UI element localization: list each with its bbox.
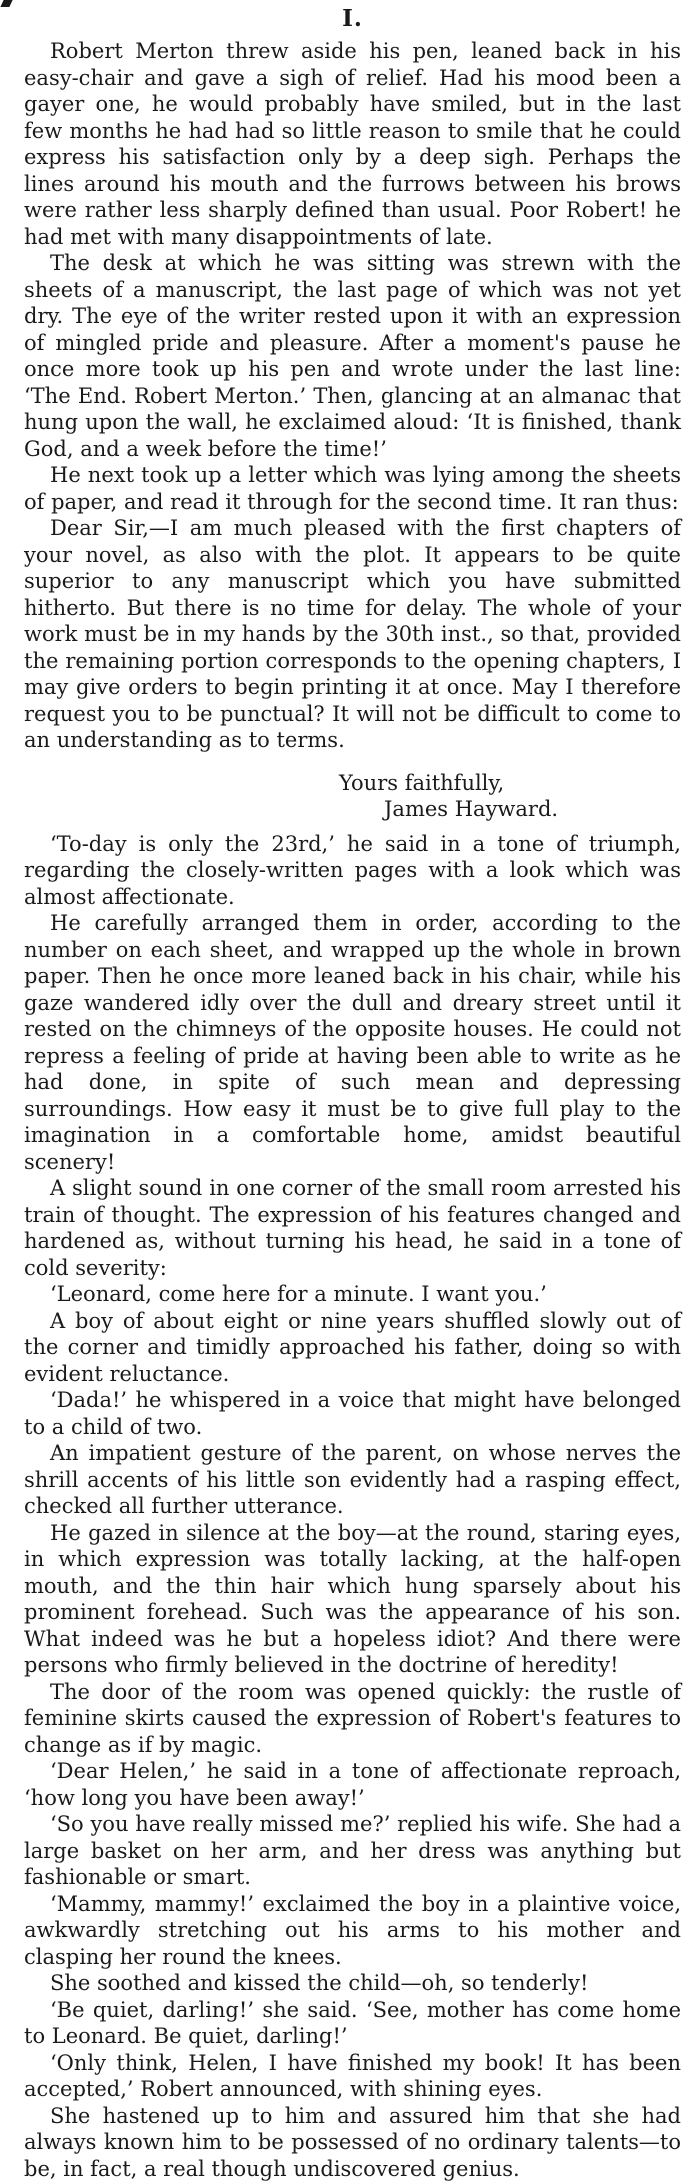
paragraph-10: ‘Dada!’ he whispered in a voice that might have belonged to a child of two. [24,1387,681,1440]
letter-signature: James Hayward. [24,796,681,823]
paragraph-20: She hastened up to him and assured him that she had always known him to be possessed of no ordinary talents—to be, in fact, a real though undiscovered genius. [24,2103,681,2182]
printer-mark [0,0,12,7]
paragraph-16: ‘Mammy, mammy!’ exclaimed the boy in a plaintive voice, awkwardly stretching out his arms to his mother and clasping her round the knees. [24,1891,681,1971]
paragraph-3: He next took up a letter which was lying among the sheets of paper, and read it through for the second time. It ran thus: [24,462,681,515]
letter-closing: Yours faithfully, [24,770,681,797]
paragraph-17: She soothed and kissed the child—oh, so tenderly! [24,1970,681,1997]
paragraph-13: The door of the room was opened quickly: the rustle of feminine skirts caused the expression of Robert's features to change as if by magic. [24,1679,681,1759]
paragraph-1: Robert Merton threw aside his pen, leaned back in his easy-chair and gave a sigh of relief. Had his mood been a gayer one, he would probably have smiled, but in the last few months he had had so little reason to smile that he could express his satisfaction only by a deep sigh. Perhaps the lines around his mouth and the furrows between his brows were rather less sharply defined than usual. Poor Robert! he had met with many disappointments of late. [24,38,681,250]
paragraph-14: ‘Dear Helen,’ he said in a tone of affectionate reproach, ‘how long you have been away!’ [24,1758,681,1811]
paragraph-7: A slight sound in one corner of the small room arrested his train of thought. The expression of his features changed and hardened as, without turning his head, he said in a tone of cold severity: [24,1175,681,1281]
paragraph-12: He gazed in silence at the boy—at the round, staring eyes, in which expression was totally lacking, at the half-open mouth, and the thin hair which hung sparsely about his prominent forehead. Such was the appearance of his son. What indeed was he but a hopeless idiot? And there were persons who firmly believed in the doctrine of heredity! [24,1520,681,1679]
chapter-heading: I. [24,4,681,34]
letter-body: Dear Sir,—I am much pleased with the first chapters of your novel, as also with the plot. It appears to be quite superior to any manuscript which you have submitted hitherto. But there is no time for delay. The whole of your work must be in my hands by the 30th inst., so that, provided the remaining portion corresponds to the opening chapters, I may give orders to begin printing it at once. May I therefore request you to be punctual? It will not be difficult to come to an understanding as to terms. [24,515,681,754]
paragraph-9: A boy of about eight or nine years shuffled slowly out of the corner and timidly approached his father, doing so with evident reluctance. [24,1308,681,1388]
paragraph-5: ‘To-day is only the 23rd,’ he said in a tone of triumph, regarding the closely-written pages with a look which was almost affectionate. [24,831,681,911]
paragraph-6: He carefully arranged them in order, according to the number on each sheet, and wrapped up the whole in brown paper. Then he once more leaned back in his chair, while his gaze wandered idly over the dull and dreary street until it rested on the chimneys of the opposite houses. He could not repress a feeling of pride at having been able to write as he had done, in spite of such mean and depressing surroundings. How easy it must be to give full play to the imagination in a comfortable home, amidst beautiful scenery! [24,910,681,1175]
paragraph-19: ‘Only think, Helen, I have finished my book! It has been accepted,’ Robert announced, with shining eyes. [24,2050,681,2103]
paragraph-2: The desk at which he was sitting was strewn with the sheets of a manuscript, the last page of which was not yet dry. The eye of the writer rested upon it with an expression of mingled pride and pleasure. After a moment's pause he once more took up his pen and wrote under the last line: ‘The End. Robert Merton.’ Then, glancing at an almanac that hung upon the wall, he exclaimed aloud: ‘It is finished, thank God, and a week before the time!’ [24,250,681,462]
paragraph-15: ‘So you have really missed me?’ replied his wife. She had a large basket on her arm, and her dress was anything but fashionable or smart. [24,1811,681,1891]
paragraph-11: An impatient gesture of the parent, on whose nerves the shrill accents of his little son evidently had a rasping effect, checked all further utterance. [24,1440,681,1520]
paragraph-18: ‘Be quiet, darling!’ she said. ‘See, mother has come home to Leonard. Be quiet, darling!’ [24,1997,681,2050]
paragraph-8: ‘Leonard, come here for a minute. I want you.’ [24,1281,681,1308]
